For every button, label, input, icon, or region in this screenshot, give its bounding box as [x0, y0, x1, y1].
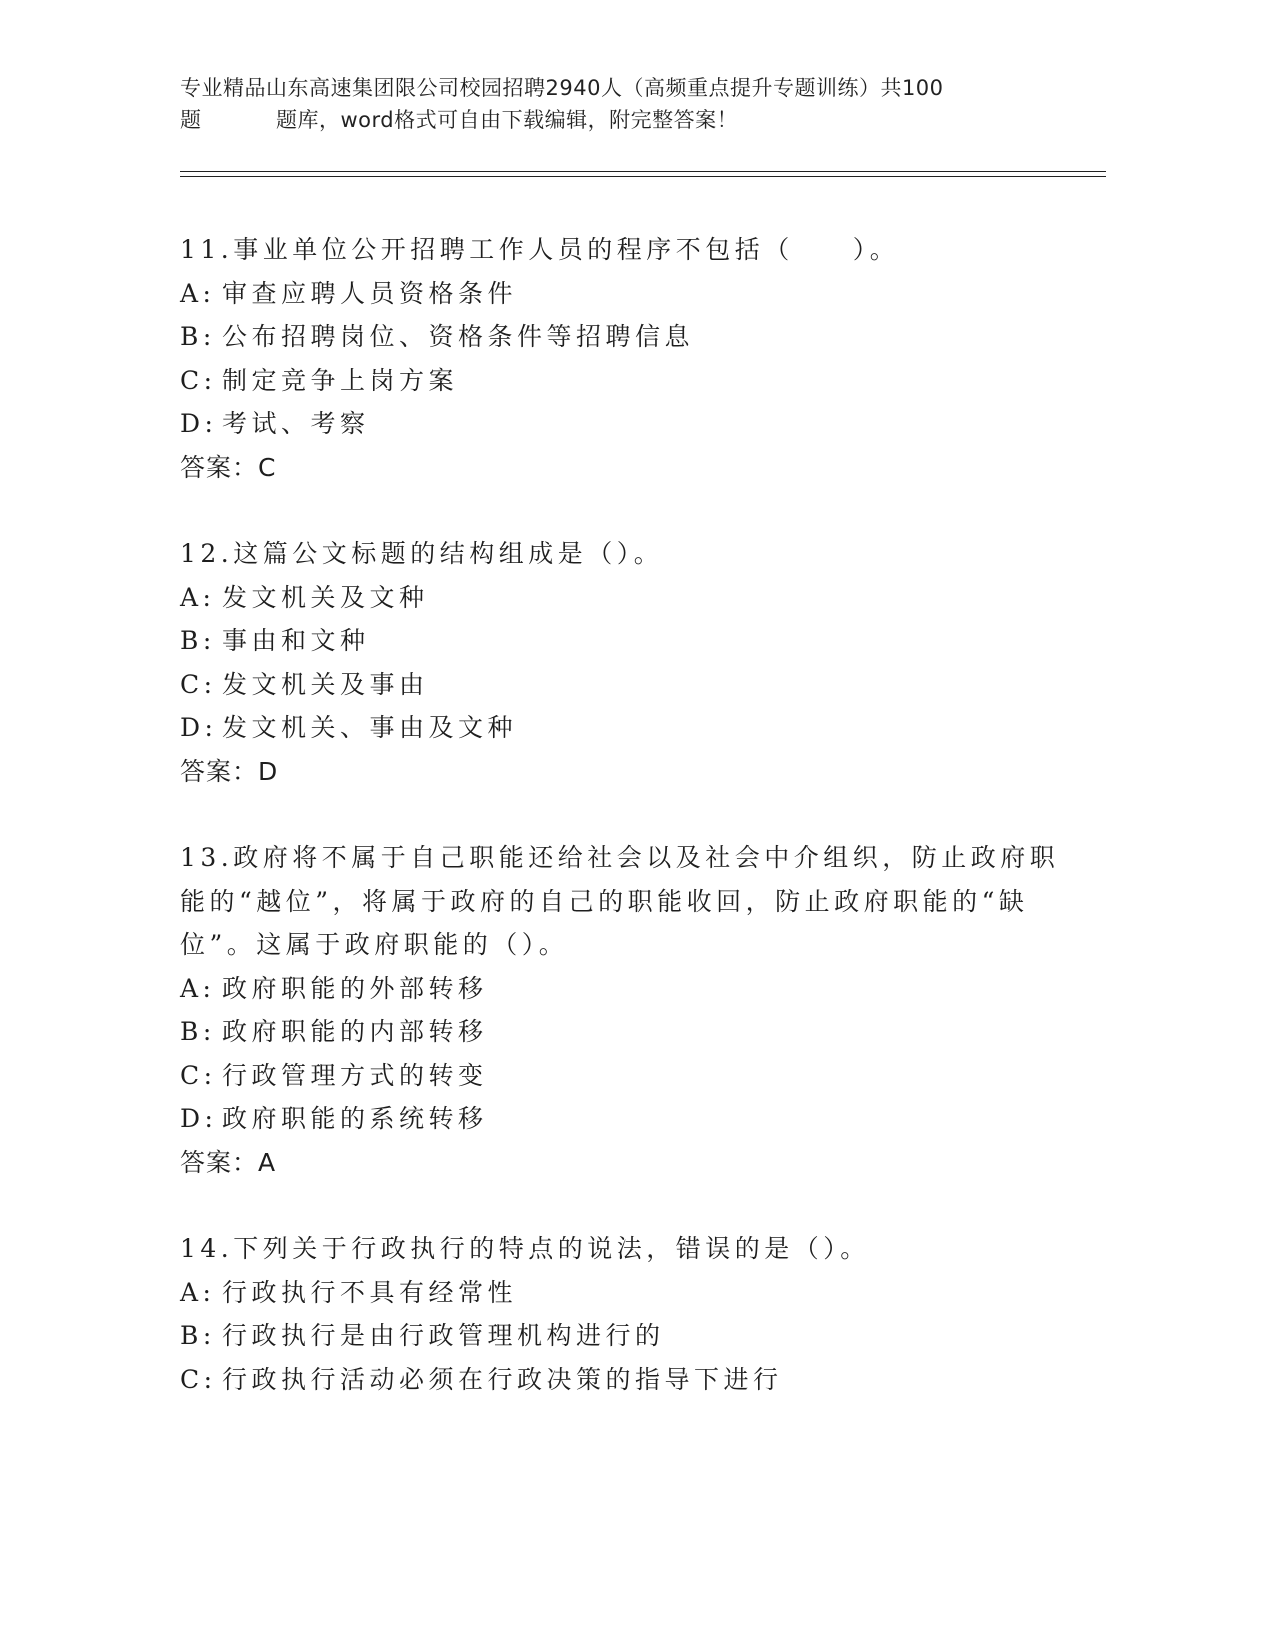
option-key: C:	[180, 1364, 217, 1394]
option-c	[180, 1358, 1080, 1402]
option-a	[180, 272, 1080, 316]
option-text: 行政执行活动必须在行政决策的指导下进行	[222, 1364, 783, 1394]
document-header	[180, 72, 1060, 136]
option-text: 公布招聘岗位、资格条件等招聘信息	[222, 322, 695, 351]
option-d	[180, 1097, 1080, 1141]
option-b	[180, 1314, 1080, 1358]
option-text: 审查应聘人员资格条件	[222, 278, 518, 308]
option-text: 考试、考察	[222, 409, 370, 438]
option-text: 事由和文种	[222, 626, 370, 655]
option-key: A:	[180, 278, 216, 308]
option-key: D:	[180, 713, 218, 742]
option-b	[180, 619, 1080, 663]
answer-line: 答案：D	[180, 756, 279, 786]
header-title-line-2	[180, 104, 1060, 136]
answer-line: 答案：A	[180, 1147, 277, 1177]
option-c	[180, 1054, 1080, 1098]
question-13	[180, 836, 1080, 1184]
option-key: C:	[180, 669, 217, 699]
option-text: 行政执行不具有经常性	[222, 1277, 518, 1307]
option-text: 行政管理方式的转变	[222, 1060, 488, 1090]
option-key: B:	[180, 322, 216, 351]
option-c	[180, 663, 1080, 707]
header-divider-bottom	[180, 176, 1106, 177]
question-stem: 12.这篇公文标题的结构组成是（）。	[180, 539, 664, 568]
option-a	[180, 1271, 1080, 1315]
option-b	[180, 315, 1080, 359]
option-key: A:	[180, 973, 216, 1003]
question-stem: 14.下列关于行政执行的特点的说法，错误的是（）。	[180, 1234, 870, 1263]
question-12	[180, 532, 1080, 793]
option-key: B:	[180, 626, 216, 655]
option-key: A:	[180, 582, 216, 612]
option-text: 行政执行是由行政管理机构进行的	[222, 1321, 665, 1350]
option-text: 发文机关及文种	[222, 582, 429, 612]
question-stem: 13.政府将不属于自己职能还给社会以及社会中介组织，防止政府职能的“越位”，将属于政府的自己的职能收回，防止政府职能的“缺位”。这属于政府职能的（）。	[180, 843, 1060, 959]
answer-line: 答案：C	[180, 452, 277, 482]
option-text: 制定竞争上岗方案	[222, 365, 459, 395]
question-stem: 11.事业单位公开招聘工作人员的程序不包括（ ）。	[180, 235, 900, 264]
header-title-line-2-lead: 题	[180, 108, 202, 132]
option-key: C:	[180, 1060, 217, 1090]
header-title-line-2-rest: 题库，word格式可自由下载编辑，附完整答案！	[276, 108, 739, 132]
option-key: C:	[180, 365, 217, 395]
option-text: 政府职能的内部转移	[222, 1017, 488, 1046]
option-a	[180, 576, 1080, 620]
option-key: D:	[180, 409, 218, 438]
question-11	[180, 228, 1080, 489]
option-d	[180, 706, 1080, 750]
header-title-line-1: 专业精品山东高速集团限公司校园招聘2940人（高频重点提升专题训练）共100	[180, 76, 944, 100]
option-key: B:	[180, 1321, 216, 1350]
option-text: 发文机关及事由	[222, 669, 429, 699]
option-text: 政府职能的外部转移	[222, 973, 488, 1003]
option-b	[180, 1010, 1080, 1054]
question-list	[180, 228, 1080, 1444]
option-key: A:	[180, 1277, 216, 1307]
option-a	[180, 967, 1080, 1011]
option-key: B:	[180, 1017, 216, 1046]
header-divider-top	[180, 171, 1106, 172]
option-text: 发文机关、事由及文种	[222, 713, 518, 742]
option-key: D:	[180, 1104, 218, 1133]
option-c	[180, 359, 1080, 403]
option-text: 政府职能的系统转移	[222, 1104, 488, 1133]
option-d	[180, 402, 1080, 446]
question-14	[180, 1227, 1080, 1401]
